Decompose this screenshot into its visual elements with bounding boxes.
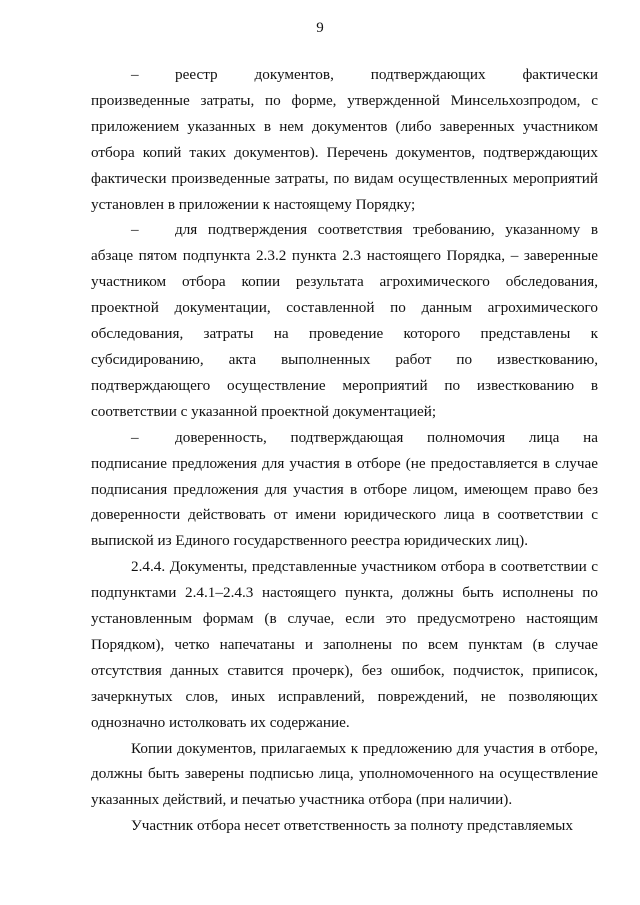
paragraph-text: реестр документов, подтверждающих фактически произведенные затраты, по форме, утвержденной Минсельхозпродом, с приложением указанных в нем документов (либо заверенных участником отбора копий таких документов). Перечень документов, подтверждающих фактически произведенные затраты, по видам осуществленных мероприятий установлен в приложении к настоящему Порядку; <box>91 66 598 213</box>
paragraph-text: доверенность, подтверждающая полномочия лица на подписание предложения для участия в отборе (не предоставляется в случае подписания предложения для участия в отборе лицом, имеющем право без доверенности действовать от имени юридического лица в соответствии с выпиской из Единого государственного реестра юридических лиц). <box>91 428 598 550</box>
paragraph: 2.4.4. Документы, представленные участником отбора в соответствии с подпунктами 2.4.1–2.4.3 настоящего пункта, должны быть исполнены по установленным формам (в случае, если это предусмотрено настоящим Порядком), четко напечатаны и заполнены по всем пунктам (в случае отсутствия данных ставится прочерк), без ошибок, подчисток, приписок, зачеркнутых слов, иных исправлений, повреждений, не позволяющих однозначно истолковать их содержание. <box>91 558 598 731</box>
paragraph-text: для подтверждения соответствия требованию, указанному в абзаце пятом подпункта 2.3.2 пункта 2.3 настоящего Порядка, – заверенные участником отбора копии результата агрохимического обследования, проектной документации, составленной по данным агрохимического обследования, затраты на проведение которого представлены к субсидированию, акта выполненных работ по известкованию, подтверждающего осуществление мероприятий по известкованию в соответствии с указанной проектной документацией; <box>91 221 598 420</box>
dash-marker: – <box>131 221 139 239</box>
list-item <box>91 62 598 217</box>
dash-marker: – <box>131 66 139 83</box>
dash-marker: – <box>131 428 139 446</box>
list-item <box>91 425 598 555</box>
document-body <box>91 62 598 839</box>
paragraph: Копии документов, прилагаемых к предложению для участия в отборе, должны быть заверены подписью лица, уполномоченного на осуществление указанных действий, и печатью участника отбора (при наличии). <box>91 739 598 809</box>
paragraph: Участник отбора несет ответственность за полноту представляемых <box>131 817 573 835</box>
list-item <box>91 217 598 424</box>
page-number: 9 <box>316 20 324 36</box>
